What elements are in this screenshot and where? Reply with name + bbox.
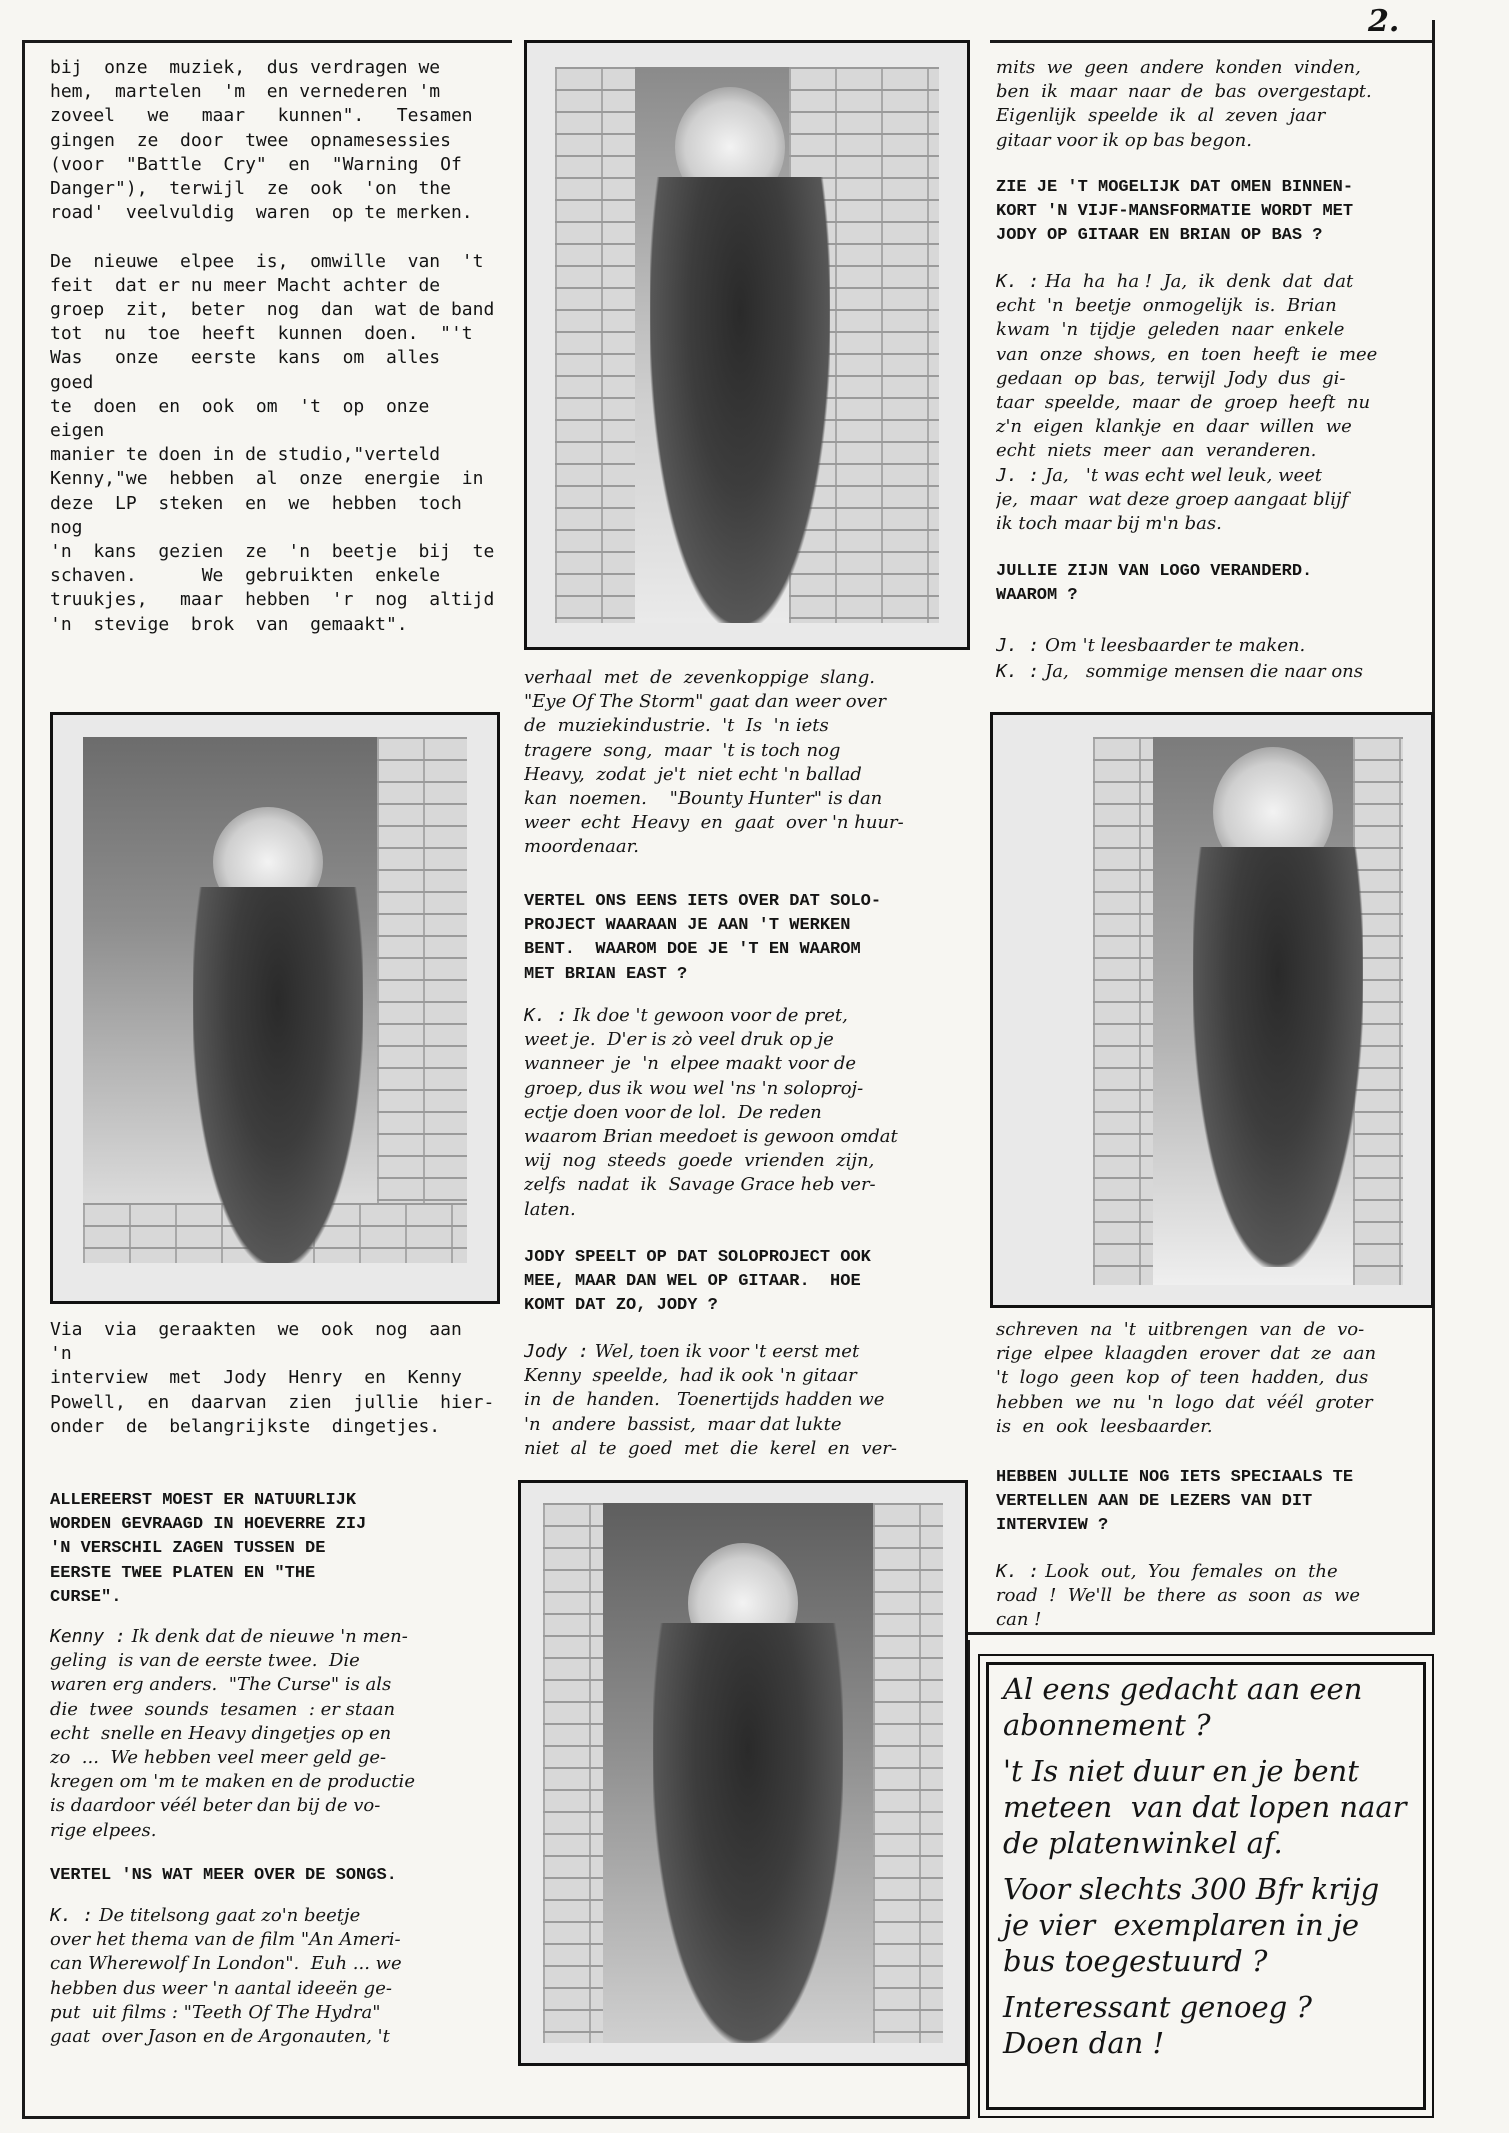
band-photo-kenny [50,712,500,1304]
answer-text: Ja, 't was echt wel leuk, weet je, maar wat deze groep aangaat blijf ik toch maar bij m'n bas. [996,465,1349,535]
speaker-label: K. : [996,271,1040,292]
answer-text: Ik denk dat de nieuwe 'n men- geling is van de eerste twee. Die waren erg anders. "The Curse" is als die twee sounds tesamen : er staan echt snelle en Heavy dingetjes op en zo ... We hebben veel meer geld ge- kregen om 'm te maken en de productie is daardoor véél beter dan bij de vo- rige elpees. [50,1626,415,1841]
top-border-line [22,40,512,43]
band-photo-guitarist-bottom [518,1480,968,2066]
answer-jody-guitar [524,1340,964,1466]
question-songs: VERTEL 'NS WAT MEER OVER DE SONGS. [50,1866,397,1885]
question-soloproject: VERTEL ONS EENS IETS OVER DAT SOLO- PROJECT WAARAAN JE AAN 'T WERKEN BENT. WAAROM DOE JE 'T EN WAAROM MET BRIAN EAST ? [524,892,882,984]
subscription-line-4: Interessant genoeg ? Doen dan ! [1003,1990,1312,2060]
subscription-line-1: Al eens gedacht aan een abonnement ? [1003,1672,1363,1742]
answer-songs [50,1904,500,2054]
question-differences: ALLEREERST MOEST ER NATUURLIJK WORDEN GEVRAAGD IN HOEVERRE ZIJ 'N VERSCHIL ZAGEN TUSSEN DE EERSTE TWEE PLATEN EN "THE CURSE". [50,1491,367,1607]
answer-songs-continued: verhaal met de zevenkoppige slang. "Eye Of The Storm" gaat dan weer over de muziekindustrie. 't Is 'n iets tragere song, maar 't is toch nog Heavy, zodat je't niet echt 'n ballad kan noemen. "Bounty Hunter" is dan weer echt Heavy en gaat over 'n huur- moordenaar. [524,667,904,858]
left-border-line [22,40,25,2118]
speaker-label: K. : [996,661,1040,682]
answer-soloproject [524,1004,964,1229]
answer-logo-continued: schreven na 't uitbrengen van de vo- rige elpee klaagden erover dat ze aan 't logo geen kop of teen hadden, dus hebben we nu 'n logo dat véél groter is en ook leesbaarder. [996,1319,1377,1437]
subscription-line-2: 't Is niet duur en je bent meteen van dat lopen naar de platenwinkel af. [1003,1754,1407,1860]
speaker-label: K. : [524,1005,568,1026]
interview-intro-text: Via via geraakten we ook nog aan 'n interview met Jody Henry en Kenny Powell, en daarvan zien jullie hier- onder de belangrijkste dingetjes. [50,1319,495,1437]
answer-five-man-jody [996,464,1426,540]
subscription-line-3: Voor slechts 300 Bfr krijg je vier exemplaren in je bus toegestuurd ? [1003,1872,1380,1978]
answer-logo-kenny [996,660,1426,686]
speaker-label: K. : [50,1905,94,1926]
answer-text: Wel, toen ik voor 't eerst met Kenny speelde, had ik ook 'n gitaar in de handen. Toenertijds hadden we 'n andere bassist, maar dat lukte niet al te goed met die kerel en ver- [524,1341,897,1459]
answer-text: Ja, sommige mensen die naar ons [1039,661,1363,682]
answer-text: Ik doe 't gewoon voor de pret, weet je. D'er is zò veel druk op je wanneer je 'n elpee maakt voor de groep, dus ik wou wel 'ns 'n soloproj- ectje doen voor de lol. De reden waarom Brian meedoet is gewoon omdat wij nog steeds goede vrienden zijn, zelfs nadat ik Savage Grace heb ver- laten. [524,1005,898,1220]
bottom-border-line [22,2116,970,2119]
answer-text: De titelsong gaat zo'n beetje over het thema van de film "An Ameri- can Wherewolf In London". Euh ... we hebben dus weer 'n aantal ideeën ge- put uit films : "Teeth Of The Hydra" gaat over Jason en de Argonauten, 't [50,1905,402,2048]
answer-text: Om 't leesbaarder te maken. [1039,635,1306,656]
answer-jody-continued: mits we geen andere konden vinden, ben ik maar naar de bas overgestapt. Eigenlijk speelde ik al zeven jaar gitaar voor ik op bas begon. [996,57,1372,151]
band-photo-doorway [990,712,1434,1308]
subscription-box [986,1662,1426,2110]
answer-five-man-kenny [996,270,1426,466]
band-photo-guitarist-top [524,40,970,650]
question-logo: JULLIE ZIJN VAN LOGO VERANDERD. WAAROM ? [996,562,1313,606]
article-intro-text: bij onze muziek, dus verdragen we hem, martelen 'm en vernederen 'm zoveel we maar kunnen". Tesamen gingen ze door twee opnamesessies (voor "Battle Cry" en "Warning Of Danger"), terwijl ze ook 'on the road' veelvuldig waren op te merken. De nieuwe elpee is, omwille van 't feit dat er nu meer Macht achter de groep zit, beter nog dan wat de band tot nu toe heeft kunnen doen. "'t Was onze eerste kans om alles goed te doen en ook om 't op onze eigen manier te doen in de studio,"verteld Kenny,"we hebben al onze energie in deze LP steken en we hebben toch nog 'n kans gezien ze 'n beetje bij te schaven. We gebruikten enkele truukjes, maar hebben 'r nog altijd 'n stevige brok van gemaakt". [50,57,495,635]
page-number: 2. [1368,4,1400,39]
speaker-label: K. : [996,1561,1040,1582]
answer-text: Ha ha ha ! Ja, ik denk dat dat echt 'n beetje onmogelijk is. Brian kwam 'n tijdje geleden naar enkele van onze shows, en toen heeft ie mee gedaan op bas, terwijl Jody dus gi- taar speelde, maar de groep heeft nu z'n eigen klankje en daar willen we echt niets meer aan veranderen. [996,271,1378,462]
answer-text: Look out, You females on the road ! We'll be there as soon as we can ! [996,1561,1361,1631]
speaker-label: Kenny : [50,1626,126,1647]
answer-readers [996,1560,1426,1636]
speaker-label: J. : [996,465,1040,486]
speaker-label: Jody : [524,1341,590,1362]
speaker-label: J. : [996,635,1040,656]
question-jody-guitar: JODY SPEELT OP DAT SOLOPROJECT OOK MEE, MAAR DAN WEL OP GITAAR. HOE KOMT DAT ZO, JODY ? [524,1248,871,1316]
answer-kenny-differences [50,1625,500,1849]
question-five-man: ZIE JE 'T MOGELIJK DAT OMEN BINNEN- KORT 'N VIJF-MANSFORMATIE WORDT MET JODY OP GITAAR EN BRIAN OP BAS ? [996,178,1354,246]
top-border-line-right [990,40,1435,43]
question-readers: HEBBEN JULLIE NOG IETS SPECIAALS TE VERTELLEN AAN DE LEZERS VAN DIT INTERVIEW ? [996,1468,1354,1536]
answer-logo-jody [996,634,1426,660]
